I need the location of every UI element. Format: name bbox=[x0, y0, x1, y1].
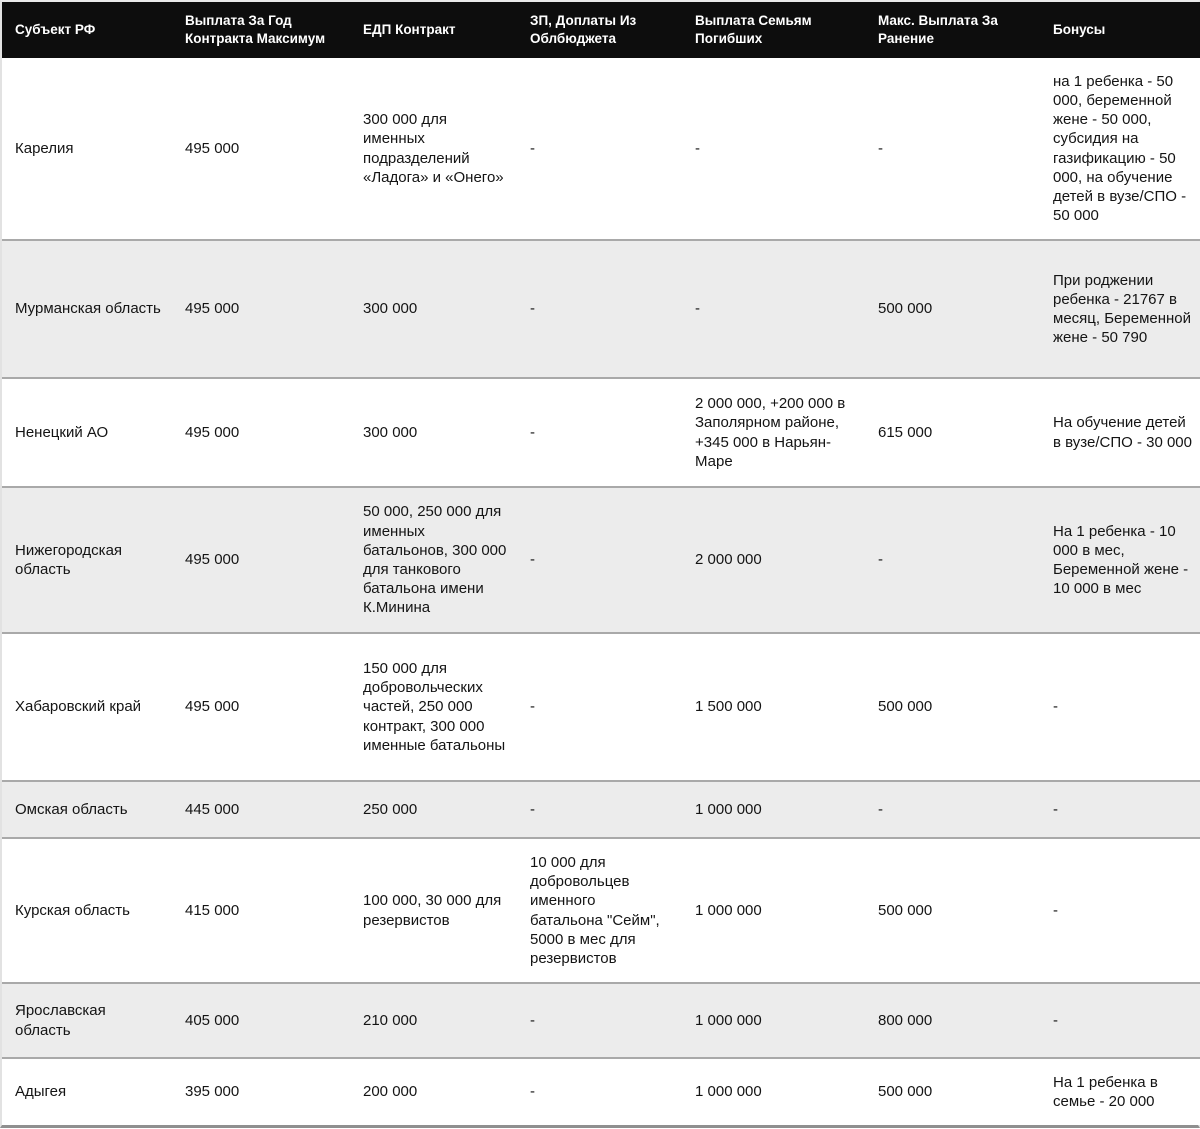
cell-bonuses: - bbox=[1053, 901, 1058, 919]
table-row-murmanskaya bbox=[2, 240, 1200, 378]
cell-edp-contract: 250 000 bbox=[363, 800, 418, 818]
header-row bbox=[2, 2, 1200, 58]
cell-edp-contract: 300 000 для именных подразделений «Ладога» и «Онего» bbox=[363, 111, 504, 186]
cell-bonuses: При роджении ребенка - 21767 в месяц, Беременной жене - 50 790 bbox=[1053, 271, 1192, 347]
cell-max-injury-payment: 500 000 bbox=[878, 1083, 933, 1101]
cell-bonuses: на 1 ребенка - 50 000, беременной жене - 50 000, субсидия на газификацию - 50 000, на обучение детей в вузе/СПО - 50 000 bbox=[1053, 72, 1187, 225]
cell-region: Омская область bbox=[15, 800, 128, 818]
cell-payment-to-families: - bbox=[695, 300, 700, 318]
cell-max-injury-payment: 500 000 bbox=[878, 901, 933, 919]
cell-payment-to-families: 1 000 000 bbox=[695, 901, 762, 919]
cell-region: Карелия bbox=[15, 139, 74, 157]
cell-bonuses: - bbox=[1053, 800, 1058, 818]
regional-payments-table bbox=[2, 2, 1200, 1125]
cell-bonuses: На 1 ребенка в семье - 20 000 bbox=[1053, 1073, 1158, 1110]
cell-max-injury-payment: - bbox=[878, 139, 883, 157]
table-row-yaroslavskaya bbox=[2, 983, 1200, 1058]
column-header-payment-to-families: Выплата Семьям Погибших bbox=[682, 2, 865, 58]
cell-payment-to-families: 2 000 000, +200 000 в Заполярном районе, +345 000 в Нарьян-Маре bbox=[695, 395, 846, 470]
cell-budget-supplements: - bbox=[530, 698, 535, 716]
column-header-region: Субъект РФ bbox=[2, 2, 172, 58]
cell-max-yearly-payment: 495 000 bbox=[185, 139, 240, 157]
cell-max-yearly-payment: 445 000 bbox=[185, 800, 240, 818]
cell-max-injury-payment: 500 000 bbox=[878, 698, 933, 716]
cell-region: Адыгея bbox=[15, 1083, 67, 1101]
table-row-omskaya bbox=[2, 781, 1200, 838]
cell-max-injury-payment: 615 000 bbox=[878, 423, 933, 441]
cell-max-yearly-payment: 415 000 bbox=[185, 901, 240, 919]
cell-region: Ярославская область bbox=[15, 1002, 106, 1039]
cell-edp-contract: 50 000, 250 000 для именных батальонов, 300 000 для танкового батальона имени К.Минина bbox=[363, 503, 507, 617]
cell-payment-to-families: 1 000 000 bbox=[695, 1011, 762, 1029]
column-header-regional-budget-supplements: ЗП, Доплаты Из Облбюджета bbox=[517, 2, 682, 58]
cell-max-yearly-payment: 405 000 bbox=[185, 1011, 240, 1029]
cell-max-injury-payment: - bbox=[878, 800, 883, 818]
column-header-max-yearly-payment: Выплата За Год Контракта Максимум bbox=[172, 2, 350, 58]
table-row-nizhegorodskaya bbox=[2, 487, 1200, 633]
cell-payment-to-families: 1 500 000 bbox=[695, 698, 762, 716]
cell-edp-contract: 300 000 bbox=[363, 423, 418, 441]
cell-edp-contract: 100 000, 30 000 для резервистов bbox=[363, 892, 502, 929]
cell-max-injury-payment: 800 000 bbox=[878, 1011, 933, 1029]
cell-budget-supplements: - bbox=[530, 1083, 535, 1101]
cell-region: Курская область bbox=[15, 901, 130, 919]
cell-max-yearly-payment: 395 000 bbox=[185, 1083, 240, 1101]
cell-edp-contract: 150 000 для добровольческих частей, 250 000 контракт, 300 000 именные батальоны bbox=[363, 660, 506, 754]
cell-region: Хабаровский край bbox=[15, 698, 142, 716]
cell-budget-supplements: - bbox=[530, 1011, 535, 1029]
cell-payment-to-families: - bbox=[695, 139, 700, 157]
cell-edp-contract: 300 000 bbox=[363, 300, 418, 318]
cell-max-yearly-payment: 495 000 bbox=[185, 300, 240, 318]
table-row-kurskaya bbox=[2, 838, 1200, 983]
table-row-khabarovskiy-kray bbox=[2, 633, 1200, 781]
column-header-edp-contract: ЕДП Контракт bbox=[350, 2, 517, 58]
cell-region: Ненецкий АО bbox=[15, 423, 109, 441]
cell-bonuses: - bbox=[1053, 698, 1058, 716]
cell-bonuses: - bbox=[1053, 1011, 1058, 1029]
cell-payment-to-families: 1 000 000 bbox=[695, 800, 762, 818]
cell-region: Нижегородская область bbox=[15, 541, 123, 578]
cell-max-yearly-payment: 495 000 bbox=[185, 551, 240, 569]
cell-budget-supplements: - bbox=[530, 423, 535, 441]
table-row-nenetskiy-ao bbox=[2, 378, 1200, 487]
cell-edp-contract: 210 000 bbox=[363, 1011, 418, 1029]
cell-budget-supplements: - bbox=[530, 551, 535, 569]
cell-region: Мурманская область bbox=[15, 300, 161, 318]
cell-max-injury-payment: 500 000 bbox=[878, 300, 933, 318]
cell-budget-supplements: - bbox=[530, 800, 535, 818]
table-row-kareliya bbox=[2, 58, 1200, 240]
cell-max-injury-payment: - bbox=[878, 551, 883, 569]
cell-budget-supplements: - bbox=[530, 139, 535, 157]
cell-max-yearly-payment: 495 000 bbox=[185, 423, 240, 441]
cell-budget-supplements: 10 000 для добровольцев именного батальона "Сейм", 5000 в мес для резервистов bbox=[530, 853, 660, 967]
table-row-adygeya bbox=[2, 1058, 1200, 1125]
cell-payment-to-families: 2 000 000 bbox=[695, 551, 762, 569]
column-header-max-injury-payment: Макс. Выплата За Ранение bbox=[865, 2, 1040, 58]
cell-bonuses: На обучение детей в вузе/СПО - 30 000 bbox=[1053, 414, 1192, 451]
cell-budget-supplements: - bbox=[530, 300, 535, 318]
cell-max-yearly-payment: 495 000 bbox=[185, 698, 240, 716]
cell-bonuses: На 1 ребенка - 10 000 в мес, Беременной жене - 10 000 в мес bbox=[1053, 522, 1189, 598]
cell-payment-to-families: 1 000 000 bbox=[695, 1083, 762, 1101]
column-header-bonuses: Бонусы bbox=[1040, 2, 1200, 58]
cell-edp-contract: 200 000 bbox=[363, 1083, 418, 1101]
